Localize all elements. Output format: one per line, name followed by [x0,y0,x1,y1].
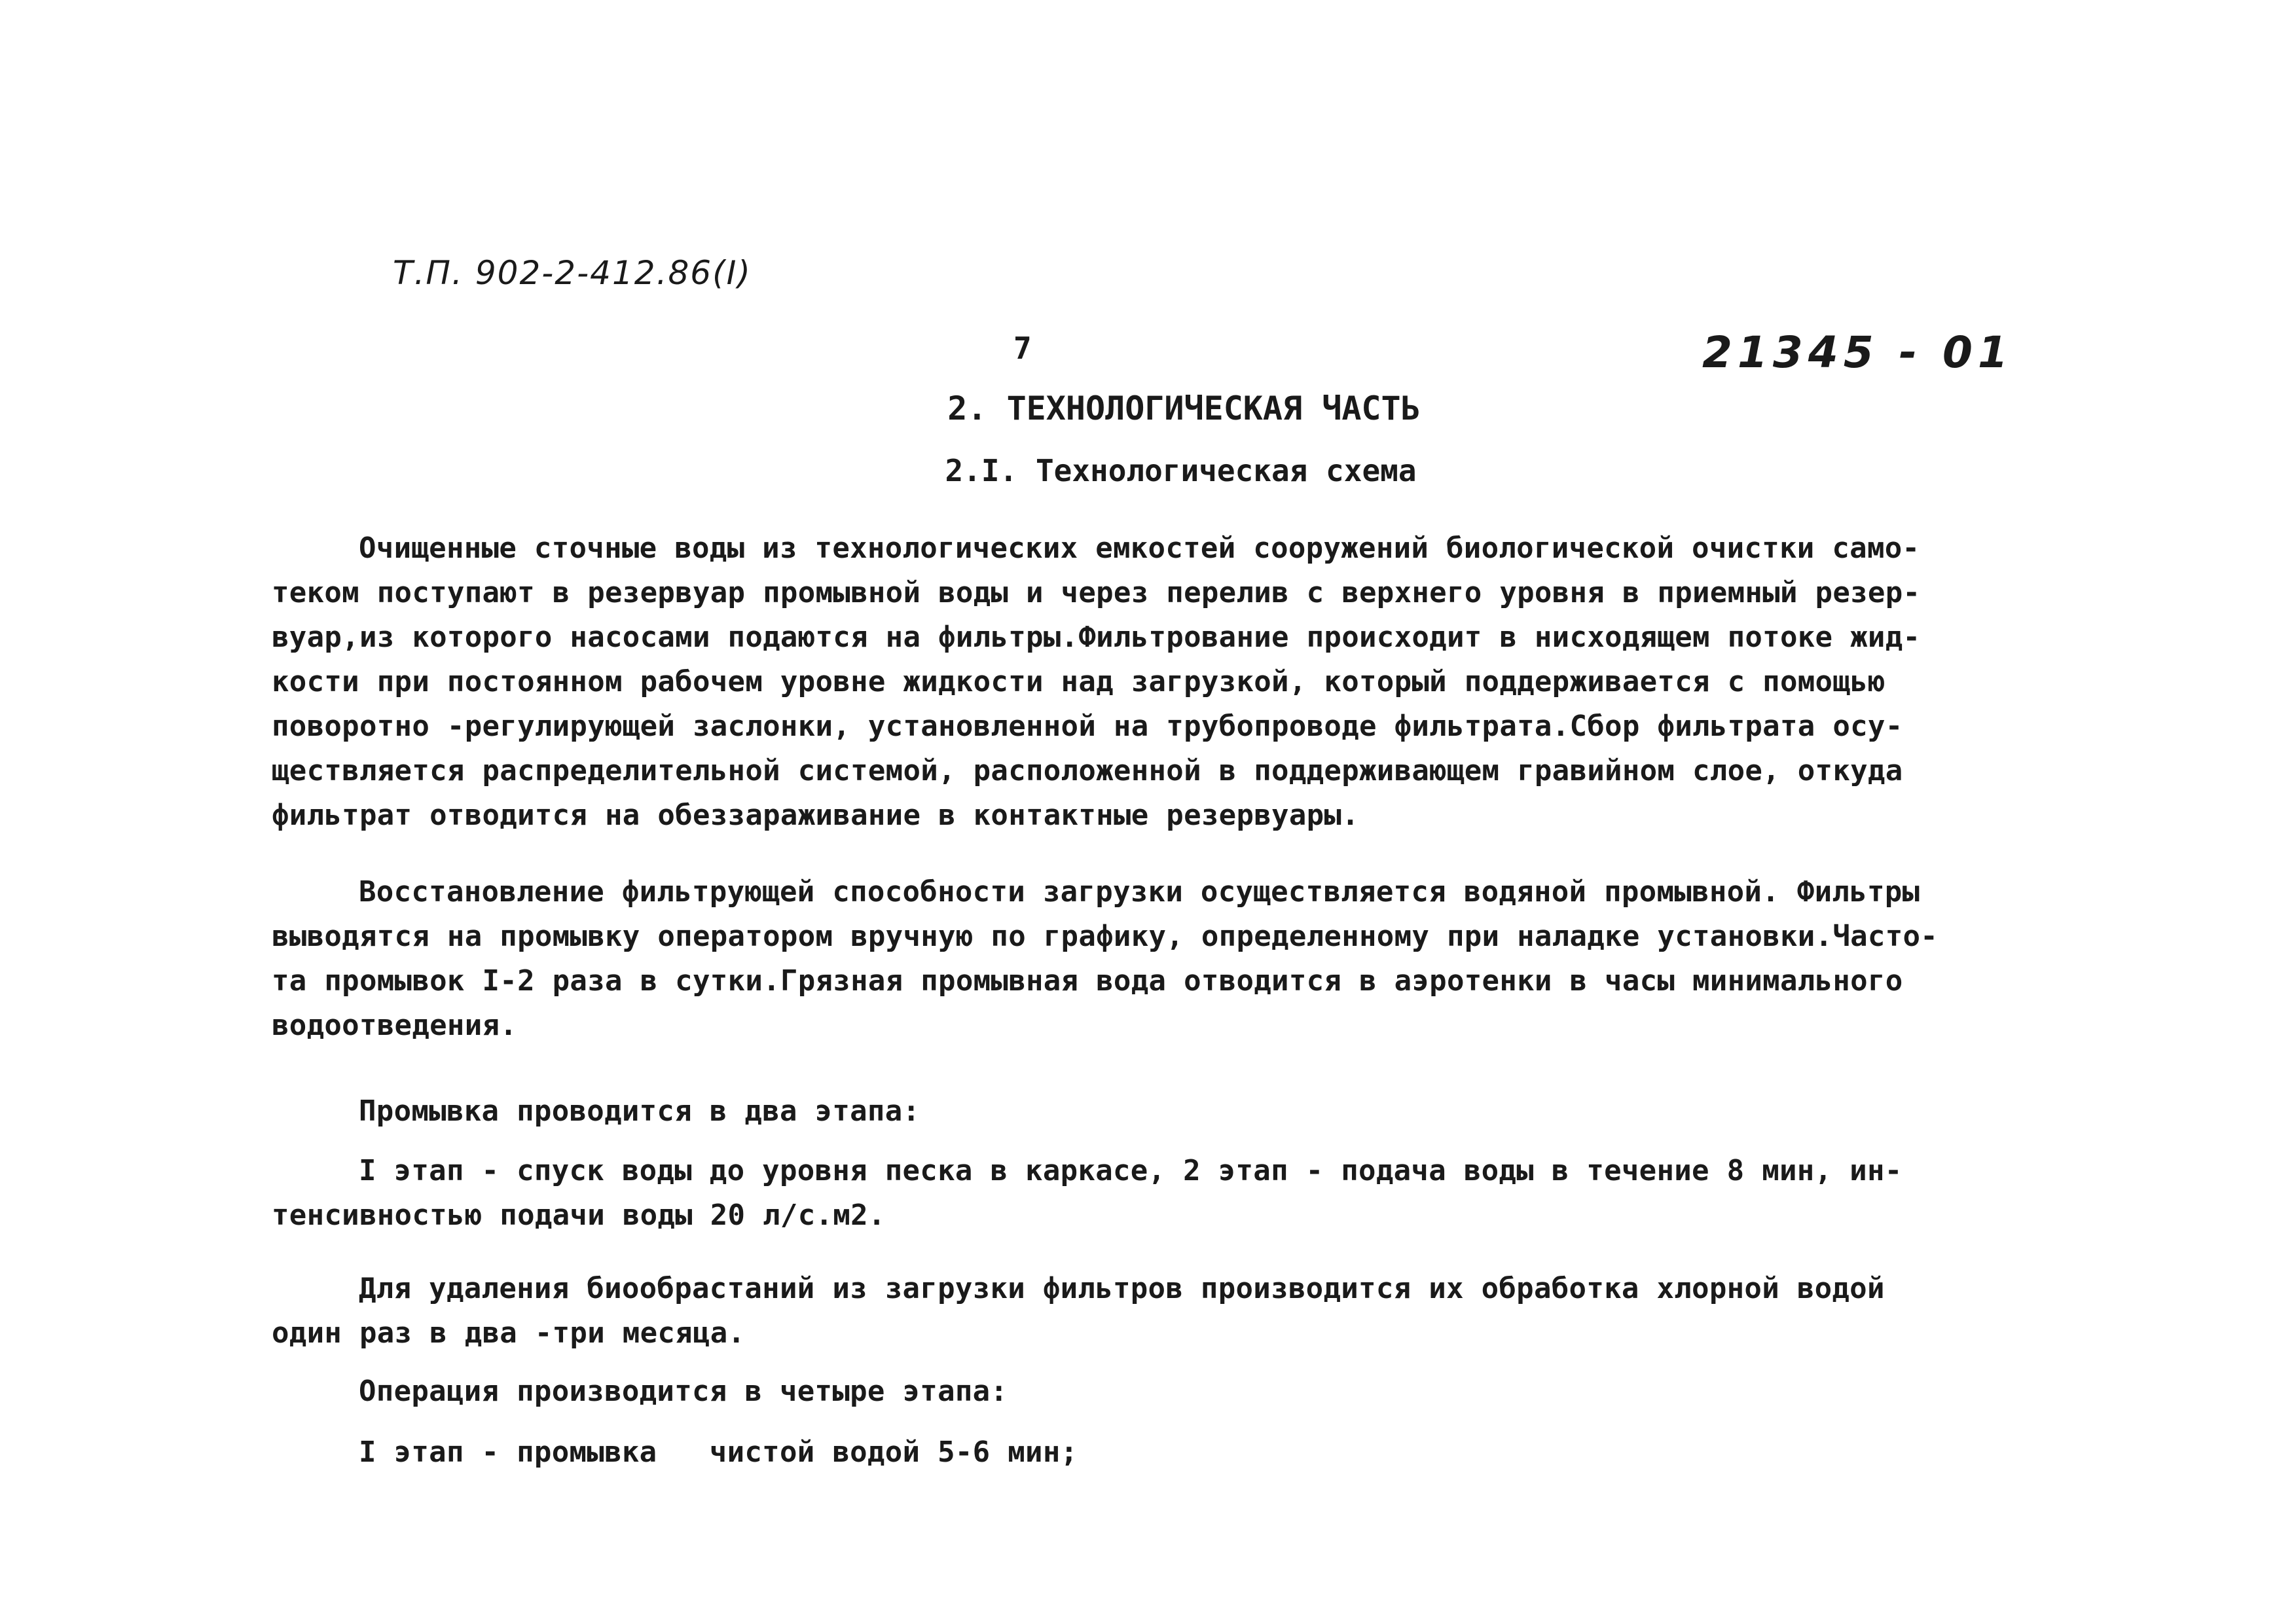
text-line: Промывка проводится в два этапа: [359,1094,920,1128]
page-number: 7 [1013,331,1032,366]
text-line: фильтрат отводится на обеззараживание в контактные резервуары. [272,799,1359,832]
text-line: выводятся на промывку оператором вручную по графику, определенному при наладке установки.Часто- [272,920,1939,953]
text-line: поворотно -регулирующей заслонки, установленной на трубопроводе фильтрата.Сбор фильтрата осу- [272,710,1903,743]
text-line: один раз в два -три месяца. [272,1316,746,1350]
text-line: вуар,из которого насосами подаются на фильтры.Фильтрование происходит в нисходящем потоке жид- [272,621,1921,654]
stamp-archive-number-text: 21345 - 01 [1702,327,2013,378]
text-line: I этап - промывка чистой водой 5-6 мин; [359,1435,1078,1469]
text-line: тенсивностью подачи воды 20 л/с.м2. [272,1199,886,1232]
subsection-title: 2.I. Технологическая схема [945,453,1417,488]
text-line: ществляется распределительной системой, расположенной в поддерживающем гравийном слое, откуда [272,754,1903,787]
text-line: Восстановление фильтрующей способности загрузки осуществляется водяной промывной. Фильтры [359,875,1920,909]
text-line: кости при постоянном рабочем уровне жидкости над загрузкой, который поддерживается с помощью [272,665,1886,698]
text-line: та промывок I-2 раза в сутки.Грязная промывная вода отводится в аэротенки в часы минимального [272,964,1903,998]
text-line: водоотведения. [272,1009,518,1042]
stamp-designation-text: Т.П. 902-2-412.86(І) [393,254,752,292]
text-line: Для удаления биообрастаний из загрузки фильтров производится их обработка хлорной водой [359,1272,1885,1305]
stamp-designation [393,254,752,292]
stamp-archive-number [1702,327,2013,378]
section-title: 2. ТЕХНОЛОГИЧЕСКАЯ ЧАСТЬ [947,389,1421,427]
text-line: Очищенные сточные воды из технологических емкостей сооружений биологической очистки само- [359,532,1920,565]
text-line: теком поступают в резервуар промывной воды и через перелив с верхнего уровня в приемный резер- [272,576,1921,609]
text-line: I этап - спуск воды до уровня песка в каркасе, 2 этап - подача воды в течение 8 мин, ин- [359,1154,1903,1187]
text-line: Операция производится в четыре этапа: [359,1375,1008,1408]
